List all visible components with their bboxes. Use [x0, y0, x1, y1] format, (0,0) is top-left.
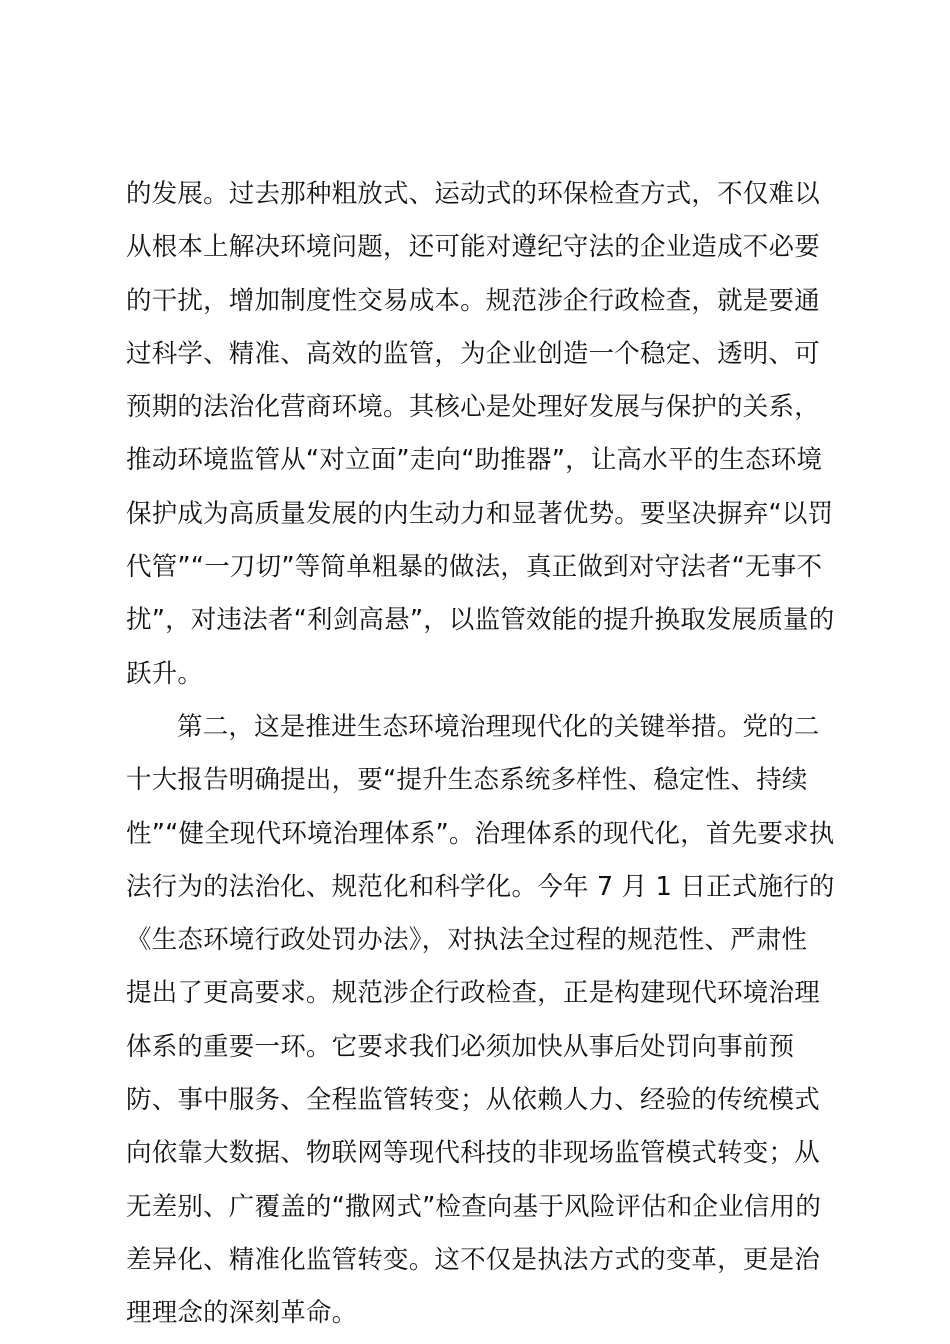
text-line: 向依靠大数据、物联网等现代科技的非现场监管模式转变；从	[126, 1138, 820, 1169]
text-line: 十大报告明确提出，要“提升生态系统多样性、稳定性、持续	[126, 765, 808, 796]
text-line: 法行为的法治化、规范化和科学化。今年 7 月 1 日正式施行的	[126, 871, 835, 902]
text-line: 的发展。过去那种粗放式、运动式的环保检查方式，不仅难以	[126, 179, 820, 209]
text-line: 推动环境监管从“对立面”走向“助推器”，让高水平的生态环境	[126, 445, 823, 476]
body-text	[126, 168, 846, 1341]
text-line: 预期的法治化营商环境。其核心是处理好发展与保护的关系，	[126, 392, 820, 423]
text-line: 体系的重要一环。它要求我们必须加快从事后处罚向事前预	[126, 1031, 795, 1062]
text-line: 过科学、精准、高效的监管，为企业创造一个稳定、透明、可	[126, 338, 820, 369]
text-line: 扰”，对违法者“利剑高悬”，以监管效能的提升换取发展质量的	[126, 605, 835, 636]
text-line: 的干扰，增加制度性交易成本。规范涉企行政检查，就是要通	[126, 285, 820, 316]
text-line: 代管”“一刀切”等简单粗暴的做法，真正做到对守法者“无事不	[126, 552, 823, 583]
paragraph-start-line: 第二，这是推进生态环境治理现代化的关键举措。党的二	[177, 711, 820, 742]
text-line: 跃升。	[126, 658, 204, 689]
text-line: 无差别、广覆盖的“撒网式”检查向基于风险评估和企业信用的	[126, 1191, 822, 1222]
text-line: 防、事中服务、全程监管转变；从依赖人力、经验的传统模式	[126, 1085, 820, 1116]
text-line: 保护成为高质量发展的内生动力和显著优势。要坚决摒弃“以罚	[126, 498, 834, 529]
text-line: 提出了更高要求。规范涉企行政检查，正是构建现代环境治理	[126, 978, 820, 1009]
text-line: 性”“健全现代环境治理体系”。治理体系的现代化，首先要求执	[126, 818, 835, 849]
text-line: 差异化、精准化监管转变。这不仅是执法方式的变革，更是治	[126, 1244, 820, 1275]
text-line: 从根本上解决环境问题，还可能对遵纪守法的企业造成不必要	[126, 232, 820, 263]
text-line: 理理念的深刻革命。	[126, 1298, 358, 1329]
text-line: 《生态环境行政处罚办法》，对执法全过程的规范性、严肃性	[126, 925, 808, 956]
